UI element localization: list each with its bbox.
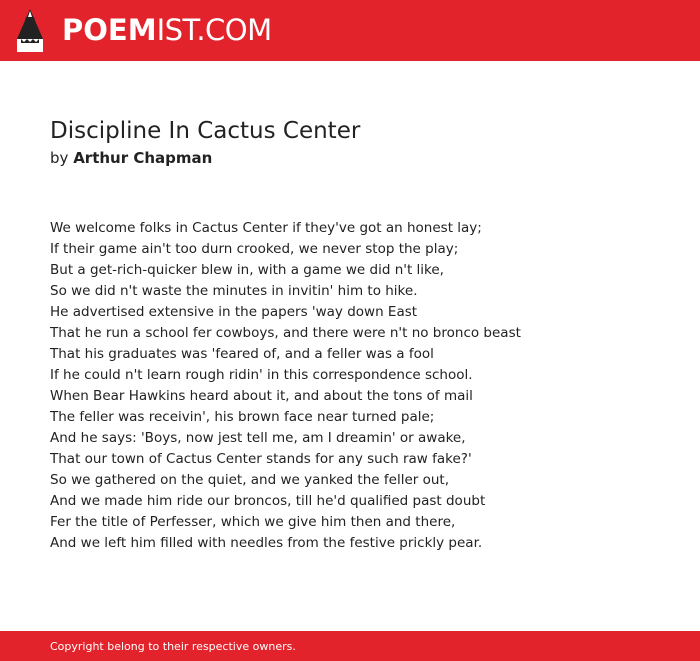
poem-line: But a get-rich-quicker blew in, with a game we did n't like, [50,262,444,278]
poem-line: If he could n't learn rough ridin' in this correspondence school. [50,367,473,383]
poem-line: The feller was receivin', his brown face near turned pale; [50,409,435,425]
copyright-text: Copyright belong to their respective owners. [50,640,296,653]
poem-line: That his graduates was 'feared of, and a feller was a fool [50,346,434,362]
poem-body [50,218,670,554]
poem-line: That our town of Cactus Center stands for any such raw fake?' [50,451,472,467]
poem-line: And we made him ride our broncos, till he'd qualified past doubt [50,493,486,509]
site-header [0,0,700,61]
site-footer [0,631,700,661]
poem-line: Fer the title of Perfesser, which we give him then and there, [50,514,456,530]
poem-line: So we gathered on the quiet, and we yanked the feller out, [50,472,449,488]
logo-text-light: IST.COM [156,13,272,47]
poem-line: So we did n't waste the minutes in invitin' him to hike. [50,283,418,299]
poem-line: We welcome folks in Cactus Center if they've got an honest lay; [50,220,482,236]
poem-line: And we left him filled with needles from the festive prickly pear. [50,535,483,551]
poem-line: And he says: 'Boys, now jest tell me, am I dreamin' or awake, [50,430,466,446]
poem-line: He advertised extensive in the papers 'way down East [50,304,418,320]
poem-title: Discipline In Cactus Center [50,118,361,144]
poem-line: If their game ain't too durn crooked, we never stop the play; [50,241,459,257]
poem-line: When Bear Hawkins heard about it, and about the tons of mail [50,388,473,404]
poem-byline [50,148,212,168]
by-label: by [50,149,69,167]
logo-text-strong: POEM [62,13,157,47]
site-logo[interactable] [62,12,272,48]
poem-line: That he run a school fer cowboys, and there were n't no bronco beast [50,325,521,341]
pencil-icon[interactable] [17,9,43,52]
author-name: Arthur Chapman [73,149,213,167]
